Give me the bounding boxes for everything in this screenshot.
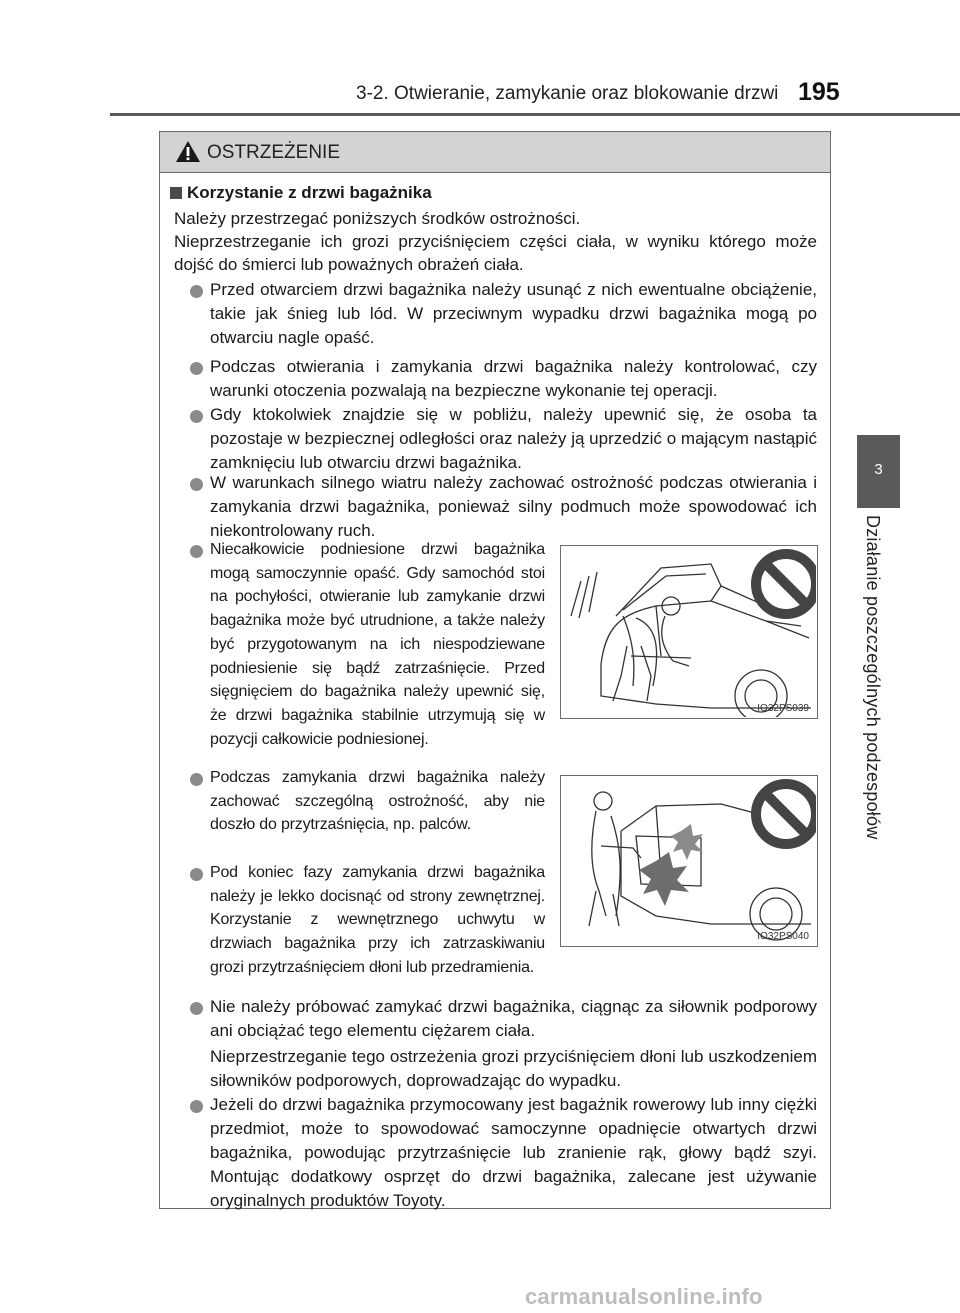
watermark: carmanualsonline.info: [525, 1284, 763, 1309]
figure-code: IO32PS039: [757, 703, 809, 714]
bullet-icon: [190, 868, 203, 881]
bullet-icon: [190, 773, 203, 786]
car-closing-illustration: [561, 776, 816, 945]
list-item: Przed otwarciem drzwi bagażnika należy usunąć z nich ewentualne obciążenie, takie jak śnieg lub lód. W przeciwnym wypadku drzwi bagażnika mogą po otwarciu nagle opaść.: [210, 280, 817, 347]
bullet-icon: [190, 478, 203, 491]
prohibited-icon: [756, 554, 816, 614]
impact-burst-icon: [671, 824, 703, 860]
figure-tailgate-slope: [560, 545, 818, 719]
list-item: Podczas otwierania i zamykania drzwi bagażnika należy kontrolować, czy warunki otoczenia pozwalają na bezpieczne wykonanie tej operacji.: [210, 357, 817, 400]
chapter-title: Działanie poszczególnych podzespołów: [863, 515, 883, 840]
intro-line: Należy przestrzegać poniższych środków ostrożności.: [174, 209, 581, 228]
bullet-icon: [190, 285, 203, 298]
bullet-icon: [190, 362, 203, 375]
list-item-note: Nieprzestrzeganie tego ostrzeżenia grozi przyciśnięciem dłoni lub uszkodzeniem siłowników podporowych, doprowadzając do wypadku.: [210, 1047, 817, 1090]
prohibited-icon: [756, 784, 816, 844]
warning-box: [159, 131, 831, 1209]
warning-header: [160, 132, 830, 173]
figure-code: IO32PS040: [757, 931, 809, 942]
list-item: [210, 995, 817, 1093]
warning-triangle-icon: [175, 140, 201, 163]
list-item: Gdy ktokolwiek znajdzie się w pobliżu, należy upewnić się, że osoba ta pozostaje w bezpiecznej odległości oraz należy ją uprzedzić o mającym nastąpić zamknięciu lub otwarciu drzwi bagażnika.: [210, 405, 817, 472]
impact-burst-icon: [639, 852, 689, 906]
list-item: Jeżeli do drzwi bagażnika przymocowany jest bagażnik rowerowy lub inny ciężki przedmiot, może to spowodować samoczynne opadnięcie otwartych drzwi bagażnika, powodując przytrzaśnięcie lub zranienie rąk, głowy bądź szyi. Montując dodatkowy osprzęt do drzwi bagażnika, zalecane jest używanie oryginalnych produktów Toyoty.: [210, 1095, 817, 1210]
header-rule: [110, 113, 960, 116]
intro-paragraph: Nieprzestrzeganie ich grozi przyciśnięciem części ciała, w wyniku którego może dojść do śmierci lub poważnych obrażeń ciała.: [174, 232, 817, 274]
section-square-icon: [170, 187, 182, 199]
car-tailgate-illustration: [561, 546, 816, 717]
running-header: 3-2. Otwieranie, zamykanie oraz blokowanie drzwi: [356, 83, 779, 104]
bullet-icon: [190, 1002, 203, 1015]
list-item: Niecałkowicie podniesione drzwi bagażnika mogą samoczynnie opaść. Gdy samochód stoi na pochyłości, otwieranie lub zamykanie drzwi bagażnika może być utrudnione, a także należy być przygotowanym na ich niespodziewane podniesienie się bądź zatrzaśnięcie. Przed sięgnięciem do bagażnika należy upewnić się, że drzwi bagażnika stabilnie utrzymują się w pozycji całkowicie podniesionej.: [210, 541, 545, 748]
bullet-icon: [190, 1100, 203, 1113]
chapter-number: 3: [874, 461, 883, 478]
bullet-icon: [190, 545, 203, 558]
section-title: Korzystanie z drzwi bagażnika: [187, 183, 432, 202]
bullet-icon: [190, 410, 203, 423]
list-item: W warunkach silnego wiatru należy zachować ostrożność podczas otwierania i zamykania drzwi bagażnika, ponieważ silny podmuch może spowodować ich niekontrolowany ruch.: [210, 473, 817, 540]
page-number: 195: [798, 78, 840, 106]
list-item: Podczas zamykania drzwi bagażnika należy zachować szczególną ostrożność, aby nie doszło do przytrzaśnięcia, np. palców.: [210, 769, 545, 834]
chapter-tab: [857, 435, 900, 508]
warning-title: OSTRZEŻENIE: [207, 142, 341, 163]
list-item: Pod koniec fazy zamykania drzwi bagażnika należy je lekko docisnąć od strony zewnętrznej. Korzystanie z wewnętrznego uchwytu w drzwiach bagażnika przy ich zatrzaskiwaniu grozi przytrzaśnięciem dłoni lub przedramienia.: [210, 864, 545, 976]
list-item-text: Nie należy próbować zamykać drzwi bagażnika, ciągnąc za siłownik podporowy ani obciążać tego elementu ciężarem ciała.: [210, 997, 817, 1040]
figure-tailgate-fingers: [560, 775, 818, 947]
